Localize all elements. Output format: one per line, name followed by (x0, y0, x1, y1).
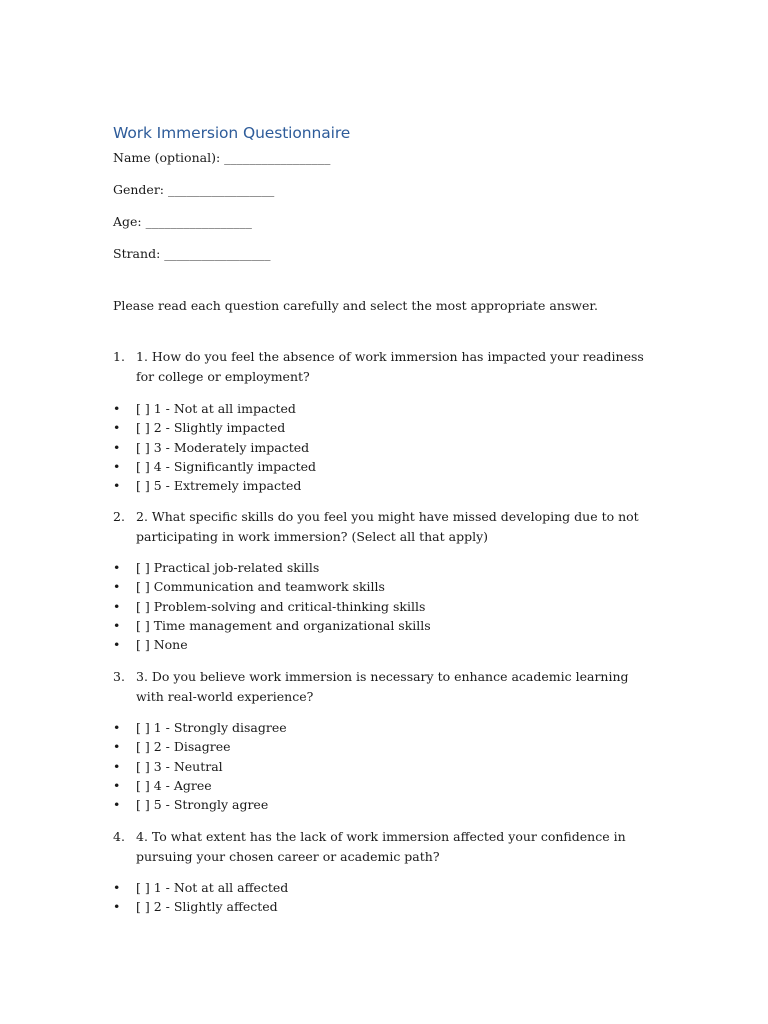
option-item[interactable] (113, 795, 287, 814)
option-item[interactable] (113, 457, 316, 476)
question-number: 2. (113, 509, 125, 524)
bullet-icon: • (113, 777, 121, 793)
bullet-icon: • (113, 637, 121, 653)
option-item[interactable] (113, 718, 287, 737)
age-field: Age: _________________ (113, 214, 252, 229)
option-item[interactable] (113, 577, 431, 596)
bullet-icon: • (113, 739, 121, 755)
option-item[interactable] (113, 418, 316, 437)
bullet-icon: • (113, 458, 121, 474)
option-item[interactable] (113, 597, 431, 616)
question-number: 3. (113, 669, 125, 684)
question-4-options (113, 878, 288, 917)
option-label: [ ] 1 - Strongly disagree (136, 720, 287, 735)
option-item[interactable] (113, 757, 287, 776)
option-item[interactable] (113, 616, 431, 635)
option-label: [ ] 5 - Strongly agree (136, 797, 269, 813)
option-item[interactable] (113, 438, 316, 457)
bullet-icon: • (113, 401, 121, 416)
option-label: [ ] 3 - Moderately impacted (136, 439, 310, 455)
bullet-icon: • (113, 617, 121, 633)
question-text: 3. Do you believe work immersion is necessary to enhance academic learning with real-world experience? (136, 669, 629, 704)
name-field: Name (optional): _________________ (113, 150, 331, 165)
option-label: [ ] Communication and teamwork skills (136, 579, 385, 595)
option-item[interactable] (113, 558, 431, 577)
option-item[interactable] (113, 897, 288, 916)
question-2-options (113, 558, 431, 654)
option-item[interactable] (113, 635, 431, 654)
bullet-icon: • (113, 720, 121, 735)
question-text: 4. To what extent has the lack of work immersion affected your confidence in pursuing your chosen career or academic path? (136, 829, 626, 864)
bullet-icon: • (113, 579, 121, 595)
question-3-options (113, 718, 287, 814)
question-text: 2. What specific skills do you feel you might have missed developing due to not participating in work immersion? (Select all that apply) (136, 509, 639, 544)
option-label: [ ] 2 - Slightly impacted (136, 420, 286, 436)
option-label: [ ] None (136, 637, 188, 653)
gender-field: Gender: _________________ (113, 182, 275, 197)
bullet-icon: • (113, 478, 121, 494)
option-item[interactable] (113, 737, 287, 756)
question-number: 1. (113, 349, 125, 364)
bullet-icon: • (113, 899, 121, 915)
question-text: 1. How do you feel the absence of work immersion has impacted your readiness for college or employment? (136, 349, 644, 384)
option-label: [ ] 5 - Extremely impacted (136, 478, 302, 494)
question-1-options (113, 399, 316, 495)
option-label: [ ] 1 - Not at all affected (136, 880, 289, 895)
option-label: [ ] Practical job-related skills (136, 560, 320, 575)
bullet-icon: • (113, 797, 121, 813)
option-label: [ ] 2 - Slightly affected (136, 899, 278, 915)
bullet-icon: • (113, 880, 121, 895)
bullet-icon: • (113, 420, 121, 436)
question-number: 4. (113, 829, 125, 844)
bullet-icon: • (113, 560, 121, 575)
option-label: [ ] Time management and organizational skills (136, 617, 431, 633)
option-item[interactable] (113, 476, 316, 495)
strand-field: Strand: _________________ (113, 246, 271, 261)
option-label: [ ] 4 - Agree (136, 777, 212, 793)
instructions-text: Please read each question carefully and select the most appropriate answer. (113, 298, 598, 313)
option-item[interactable] (113, 776, 287, 795)
bullet-icon: • (113, 758, 121, 774)
option-item[interactable] (113, 399, 316, 418)
option-item[interactable] (113, 878, 288, 897)
bullet-icon: • (113, 598, 121, 614)
option-label: [ ] 3 - Neutral (136, 758, 223, 774)
page-title: Work Immersion Questionnaire (113, 124, 351, 142)
option-label: [ ] 4 - Significantly impacted (136, 458, 317, 474)
option-label: [ ] Problem-solving and critical-thinking skills (136, 598, 426, 614)
option-label: [ ] 2 - Disagree (136, 739, 231, 755)
bullet-icon: • (113, 439, 121, 455)
option-label: [ ] 1 - Not at all impacted (136, 401, 296, 416)
